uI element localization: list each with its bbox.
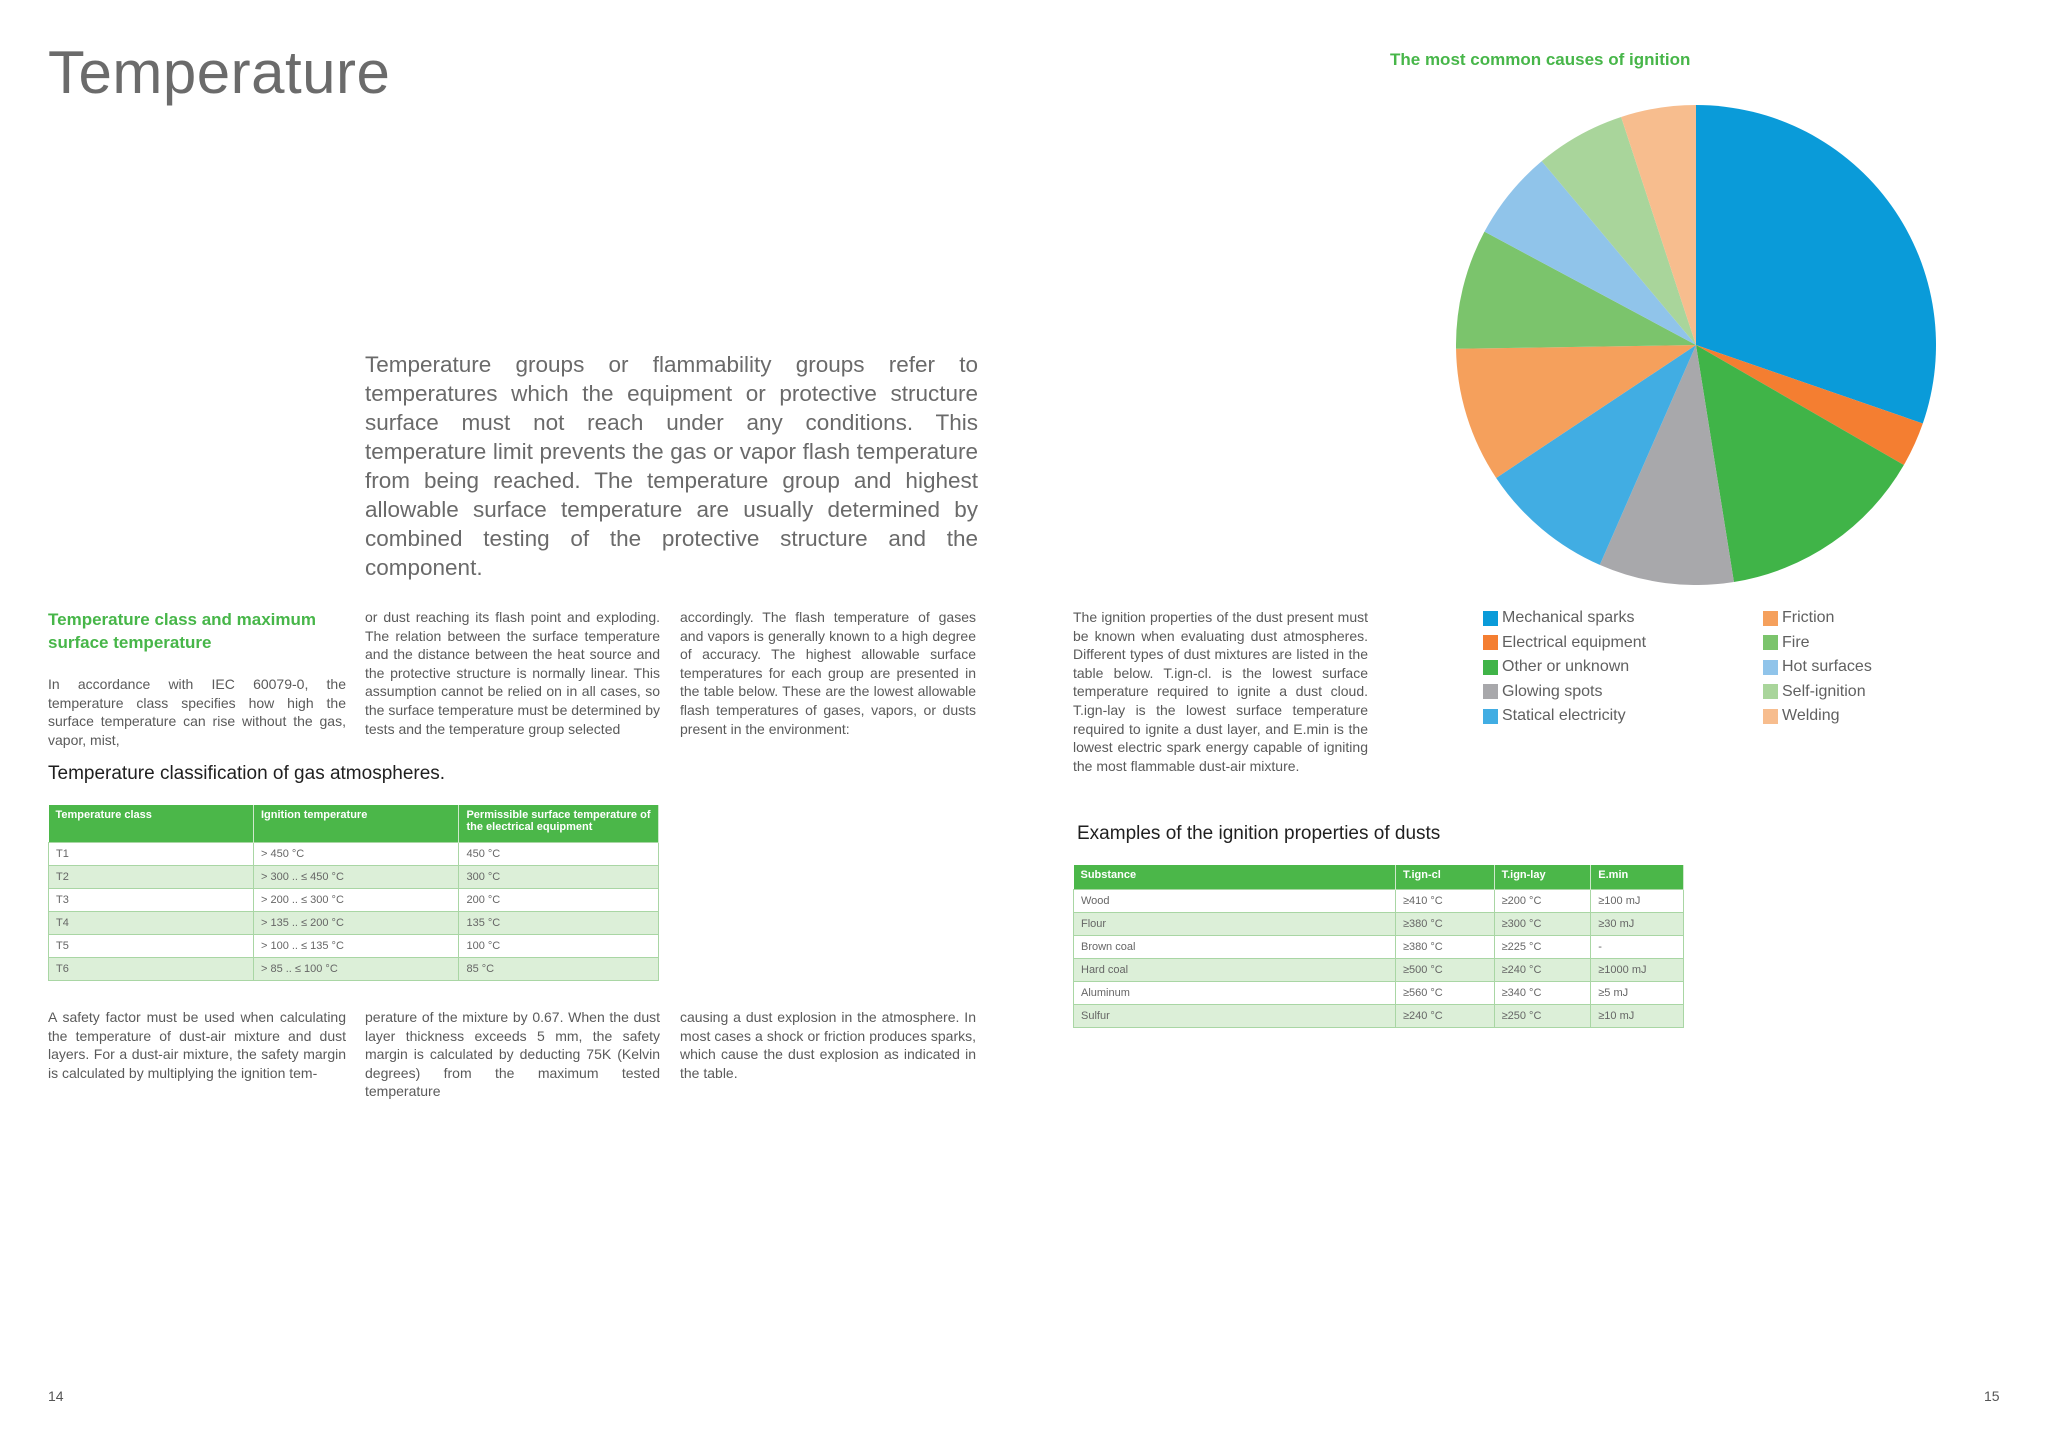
table-cell: > 300 .. ≤ 450 °C	[253, 865, 458, 888]
dust-table-row	[1074, 889, 1684, 912]
gas-header-permissible: Permissible surface temperature of the electrical equipment	[459, 805, 659, 842]
legend-label: Statical electricity	[1502, 707, 1626, 724]
legend-swatch	[1483, 611, 1498, 626]
body-column-4: The ignition properties of the dust present must be known when evaluating dust atmospheres. Different types of dust mixtures are listed in the table below. T.ign-cl. is the lowest surface temperature required to ignite a dust cloud. T.ign-lay is the lowest surface temperature required to ignite a dust layer, and E.min is the lowest electric spark energy capable of igniting the most flammable dust-air mixture.	[1073, 609, 1368, 774]
legend-swatch	[1483, 635, 1498, 650]
table-cell: ≥1000 mJ	[1591, 958, 1684, 981]
dust-table-row	[1074, 958, 1684, 981]
dust-table-row	[1074, 1004, 1684, 1027]
legend-label: Glowing spots	[1502, 682, 1603, 700]
legend-label: Welding	[1782, 707, 1840, 724]
table-cell: ≥560 °C	[1395, 981, 1494, 1004]
legend-label: Friction	[1782, 609, 1835, 626]
table-cell: ≥340 °C	[1494, 981, 1591, 1004]
table-cell: ≥240 °C	[1494, 958, 1591, 981]
gas-table-body	[49, 842, 659, 980]
table-cell: ≥100 mJ	[1591, 889, 1684, 912]
table-cell: ≥380 °C	[1395, 912, 1494, 935]
legend-item	[1483, 632, 1646, 654]
legend-label: Mechanical sparks	[1502, 609, 1635, 626]
table-cell: 200 °C	[459, 888, 659, 911]
legend-swatch	[1763, 684, 1778, 699]
dust-header-substance: Substance	[1074, 865, 1396, 889]
legend-item	[1763, 656, 1872, 678]
table-cell: T1	[49, 842, 254, 865]
legend-swatch	[1483, 660, 1498, 675]
table-cell: Sulfur	[1074, 1004, 1396, 1027]
table-cell: ≥5 mJ	[1591, 981, 1684, 1004]
legend-item	[1483, 705, 1626, 727]
legend-item	[1483, 681, 1603, 703]
dust-table-row	[1074, 981, 1684, 1004]
gas-header-class: Temperature class	[49, 805, 254, 842]
body-column-1: In accordance with IEC 60079-0, the temperature class specifies how high the surface temperature can rise without the gas, vapor, mist,	[48, 676, 346, 748]
legend-swatch	[1483, 709, 1498, 724]
dust-header-tign-cl: T.ign-cl	[1395, 865, 1494, 889]
table-cell: > 135 .. ≤ 200 °C	[253, 911, 458, 934]
legend-label: Self-ignition	[1782, 682, 1866, 700]
table-cell: Hard coal	[1074, 958, 1396, 981]
ignition-causes-pie-chart	[1456, 105, 1936, 585]
table-cell: Wood	[1074, 889, 1396, 912]
page-title: Temperature	[48, 39, 391, 106]
body-column-2: or dust reaching its flash point and exploding. The relation between the surface temperature and the distance between the heat source and the protective structure is normally linear. This assumption cannot be relied on in all cases, so the surface temperature must be determined by tests and the temperature group selected	[365, 609, 660, 737]
table-cell: 300 °C	[459, 865, 659, 888]
gas-classification-table	[48, 805, 659, 981]
bottom-column-3: causing a dust explosion in the atmosphere. In most cases a shock or friction produces sparks, which cause the dust explosion as indicated in the table.	[680, 1009, 976, 1081]
body-column-3: accordingly. The flash temperature of gases and vapors is generally known to a high degree of accuracy. The highest allowable surface temperatures for each group are presented in the table below. These are the lowest allowable flash temperatures of gases, vapors, or dusts present in the environment:	[680, 609, 976, 737]
table-cell: -	[1591, 935, 1684, 958]
dust-header-tign-lay: T.ign-lay	[1494, 865, 1591, 889]
table-cell: 135 °C	[459, 911, 659, 934]
table-cell: 450 °C	[459, 842, 659, 865]
legend-label: Hot surfaces	[1782, 658, 1872, 675]
dust-table-body	[1074, 889, 1684, 1027]
table-cell: ≥380 °C	[1395, 935, 1494, 958]
table-cell: T3	[49, 888, 254, 911]
legend-swatch	[1763, 611, 1778, 626]
table-cell: > 200 .. ≤ 300 °C	[253, 888, 458, 911]
table-cell: T5	[49, 934, 254, 957]
gas-table-row	[49, 957, 659, 980]
legend-item	[1483, 656, 1629, 678]
table-cell: Flour	[1074, 912, 1396, 935]
legend-item	[1763, 705, 1840, 727]
gas-table-row	[49, 911, 659, 934]
gas-table-caption: Temperature classification of gas atmospheres.	[48, 763, 446, 784]
chart-title: The most common causes of ignition	[1390, 50, 1691, 69]
legend-label: Fire	[1782, 633, 1810, 651]
gas-table-row	[49, 865, 659, 888]
table-cell: ≥30 mJ	[1591, 912, 1684, 935]
intro-paragraph: Temperature groups or flammability groups refer to temperatures which the equipment or protective structure surface must not reach under any conditions. This temperature limit prevents the gas or vapor flash temperature from being reached. The temperature group and highest allowable surface temperature are usually determined by combined testing of the protective structure and the component.	[365, 352, 978, 580]
dust-properties-table	[1073, 865, 1684, 1028]
gas-table-row	[49, 842, 659, 865]
gas-table-row	[49, 934, 659, 957]
table-cell: ≥200 °C	[1494, 889, 1591, 912]
table-cell: > 100 .. ≤ 135 °C	[253, 934, 458, 957]
table-cell: 85 °C	[459, 957, 659, 980]
table-cell: ≥410 °C	[1395, 889, 1494, 912]
legend-item	[1763, 681, 1866, 703]
table-cell: > 85 .. ≤ 100 °C	[253, 957, 458, 980]
table-cell: > 450 °C	[253, 842, 458, 865]
table-cell: Brown coal	[1074, 935, 1396, 958]
bottom-column-1: A safety factor must be used when calculating the temperature of dust-air mixture and dust layers. For a dust-air mixture, the safety margin is calculated by multiplying the ignition tem-	[48, 1009, 346, 1081]
legend-swatch	[1763, 660, 1778, 675]
table-cell: Aluminum	[1074, 981, 1396, 1004]
legend-item	[1483, 607, 1635, 629]
table-cell: ≥240 °C	[1395, 1004, 1494, 1027]
section-subheading: Temperature class and maximum surface temperature	[48, 610, 317, 652]
table-cell: ≥225 °C	[1494, 935, 1591, 958]
table-cell: T2	[49, 865, 254, 888]
table-cell: ≥250 °C	[1494, 1004, 1591, 1027]
page-number-left: 14	[48, 1388, 64, 1404]
table-cell: ≥10 mJ	[1591, 1004, 1684, 1027]
dust-table-row	[1074, 912, 1684, 935]
bottom-column-2: perature of the mixture by 0.67. When the dust layer thickness exceeds 5 mm, the safety margin is calculated by deducting 75K (Kelvin degrees) from the maximum tested temperature	[365, 1009, 660, 1100]
legend-swatch	[1763, 709, 1778, 724]
gas-header-ignition: Ignition temperature	[253, 805, 458, 842]
gas-table-row	[49, 888, 659, 911]
table-cell: 100 °C	[459, 934, 659, 957]
legend-label: Electrical equipment	[1502, 633, 1647, 651]
dust-table-caption: Examples of the ignition properties of dusts	[1077, 823, 1441, 844]
table-cell: T4	[49, 911, 254, 934]
legend-item	[1763, 632, 1810, 654]
legend-item	[1763, 607, 1834, 629]
page-number-right: 15	[1984, 1388, 2000, 1404]
table-cell: T6	[49, 957, 254, 980]
legend-label: Other or unknown	[1502, 658, 1630, 675]
dust-header-emin: E.min	[1591, 865, 1684, 889]
table-cell: ≥500 °C	[1395, 958, 1494, 981]
legend-swatch	[1483, 684, 1498, 699]
table-cell: ≥300 °C	[1494, 912, 1591, 935]
legend-swatch	[1763, 635, 1778, 650]
dust-table-row	[1074, 935, 1684, 958]
